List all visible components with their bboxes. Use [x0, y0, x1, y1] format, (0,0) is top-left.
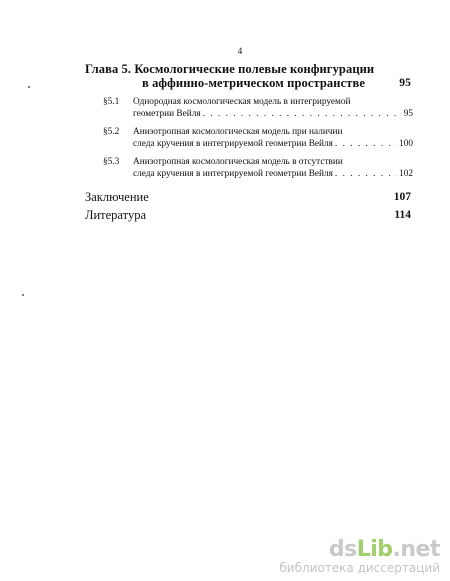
- section-title-line1: Однородная космологическая модель в интегрируемой: [133, 97, 351, 107]
- section-title-line1: Анизотропная космологическая модель в отсутствии: [133, 157, 343, 167]
- toc-entry-conclusion[interactable]: [85, 188, 413, 206]
- chapter-title-line1: Глава 5. Космологические полевые конфигурации: [85, 62, 375, 76]
- toc-entry-literature[interactable]: [85, 206, 413, 224]
- dot-leader: [335, 138, 397, 150]
- section-page-number: 95: [403, 109, 413, 119]
- scan-speck: [22, 294, 24, 296]
- chapter-title-line2: в аффинно-метрическом пространстве: [142, 76, 365, 90]
- toc-section-5-3[interactable]: [85, 156, 413, 180]
- watermark: [279, 539, 440, 575]
- entry-label: Заключение: [85, 190, 149, 204]
- section-title-line2: геометрии Вейля: [133, 109, 201, 119]
- section-title-line2: следа кручения в интегрируемой геометрии Вейля: [133, 169, 333, 179]
- toc-section-5-2[interactable]: [85, 126, 413, 150]
- section-page-number: 102: [399, 169, 413, 179]
- entry-page-number: 114: [394, 209, 411, 221]
- dot-leader: [203, 108, 402, 120]
- entry-label: Литература: [85, 208, 146, 222]
- section-title-line2: следа кручения в интегрируемой геометрии Вейля: [133, 139, 333, 149]
- page-number: 4: [237, 46, 243, 56]
- watermark-subtitle: библиотека диссертаций: [279, 561, 440, 575]
- section-number: §5.1: [103, 97, 120, 107]
- dot-leader: [335, 168, 397, 180]
- entry-page-number: 107: [393, 191, 411, 203]
- chapter-page-number: 95: [399, 77, 411, 89]
- toc-section-5-1[interactable]: [85, 96, 413, 120]
- table-of-contents: [85, 62, 413, 224]
- toc-chapter-5[interactable]: [85, 62, 413, 90]
- section-title-line1: Анизотропная космологическая модель при наличии: [133, 127, 343, 137]
- scan-speck: [28, 86, 30, 88]
- section-number: §5.2: [103, 127, 120, 137]
- watermark-logo: dsLib.net: [328, 537, 440, 562]
- section-page-number: 100: [399, 139, 413, 149]
- section-number: §5.3: [103, 157, 120, 167]
